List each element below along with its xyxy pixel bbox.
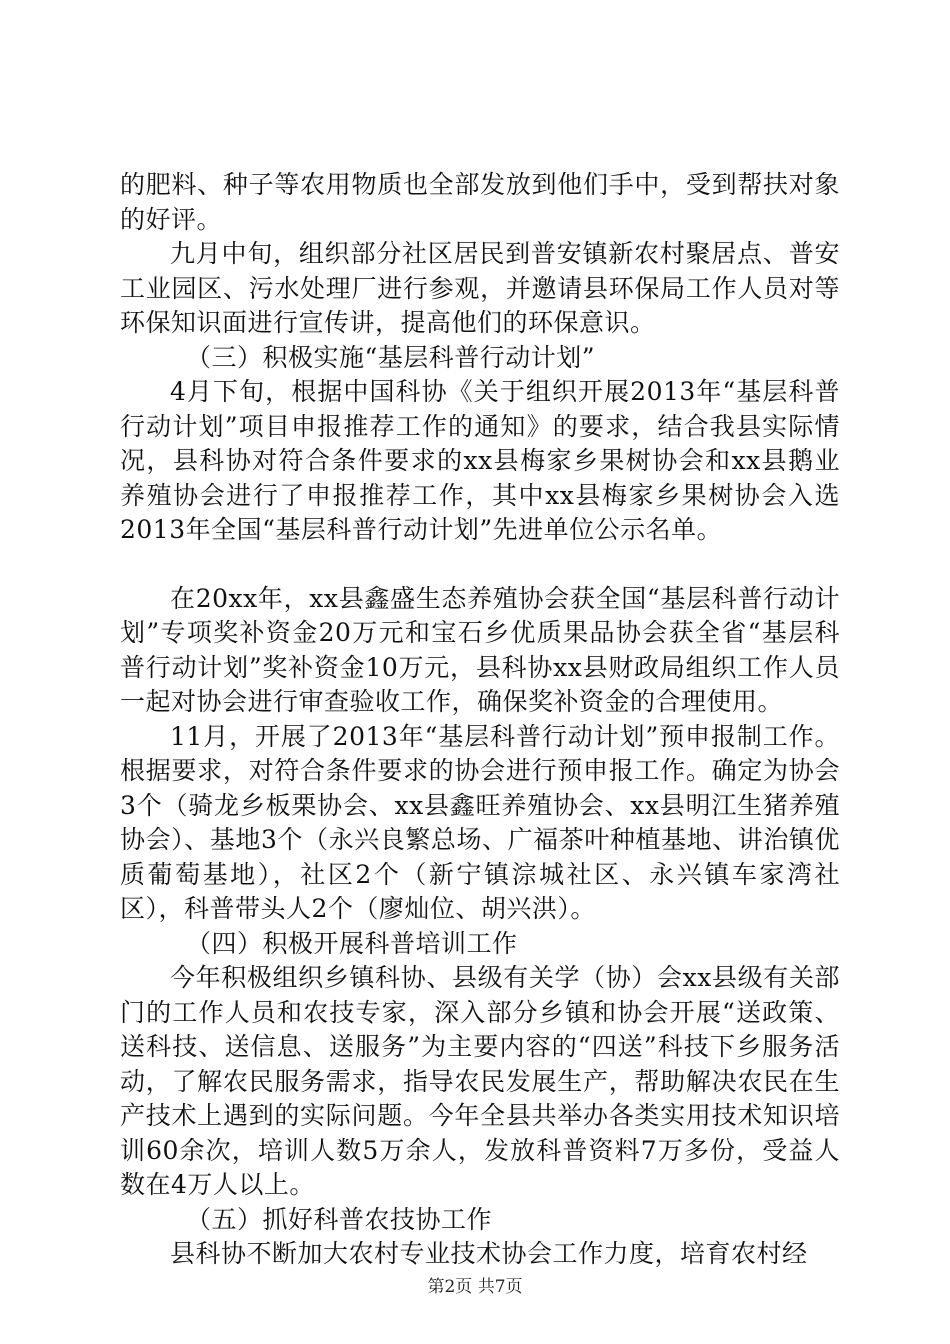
- section-heading-5: （五）抓好科普农技协工作: [186, 1204, 493, 1234]
- paragraph-training-work: 今年积极组织乡镇科协、县级有关学（协）会xx县级有关部门的工作人员和农技专家，深入部分乡镇和协会开展“送政策、送科技、送信息、送服务”为主要内容的“四送”科技下乡服务活动，了解农民服务需求，指导农民发展生产，帮助解决农民在生产技术上遇到的实际问题。今年全县共举办各类实用技术知识培训60余次，培训人数5万余人，发放科普资料7万多份，受益人数在4万人以上。: [120, 963, 840, 1199]
- paragraph-november-preapplication: 11月，开展了2013年“基层科普行动计划”预申报制工作。根据要求，对符合条件要求的协会进行预申报工作。确定为协会3个（骑龙乡板栗协会、xx县鑫旺养殖协会、xx县明江生猪养殖协会）、基地3个（永兴良繁总场、广福茶叶种植基地、讲治镇优质葡萄基地），社区2个（新宁镇淙城社区、永兴镇车家湾社区），科普带头人2个（廖灿位、胡兴洪）。: [120, 721, 840, 923]
- section-heading-4: （四）积极开展科普培训工作: [186, 928, 518, 958]
- page-footer: 第2页 共7页: [427, 1277, 523, 1297]
- paragraph-site-visit: 九月中旬，组织部分社区居民到普安镇新农村聚居点、普安工业园区、污水处理厂进行参观，并邀请县环保局工作人员对等环保知识面进行宣传讲，提高他们的环保意识。: [120, 239, 840, 337]
- paragraph-subsidy-funds: 在20xx年，xx县鑫盛生态养殖协会获全国“基层科普行动计划”专项奖补资金20万元和宝石乡优质果品协会获全省“基层科普行动计划”奖补资金10万元，县科协xx县财政局组织工作人员一起对协会进行审查验收工作，确保奖补资金的合理使用。: [120, 583, 840, 716]
- paragraph-continuation: 的肥料、种子等农用物质也全部发放到他们手中，受到帮扶对象的好评。: [120, 170, 840, 234]
- blank-line: [120, 548, 840, 582]
- paragraph-association-work: 县科协不断加大农村专业技术协会工作力度，培育农村经: [170, 1239, 808, 1268]
- paragraph-april-application: 4月下旬，根据中国科协《关于组织开展2013年“基层科普行动计划”项目申报推荐工作的通知》的要求，结合我县实际情况，县科协对符合条件要求的xx县梅家乡果树协会和xx县鹅业养殖协会进行了申报推荐工作，其中xx县梅家乡果树协会入选2013年全国“基层科普行动计划”先进单位公示名单。: [120, 377, 840, 544]
- section-heading-3: （三）积极实施“基层科普行动计划”: [186, 342, 596, 372]
- document-body: [120, 168, 840, 1272]
